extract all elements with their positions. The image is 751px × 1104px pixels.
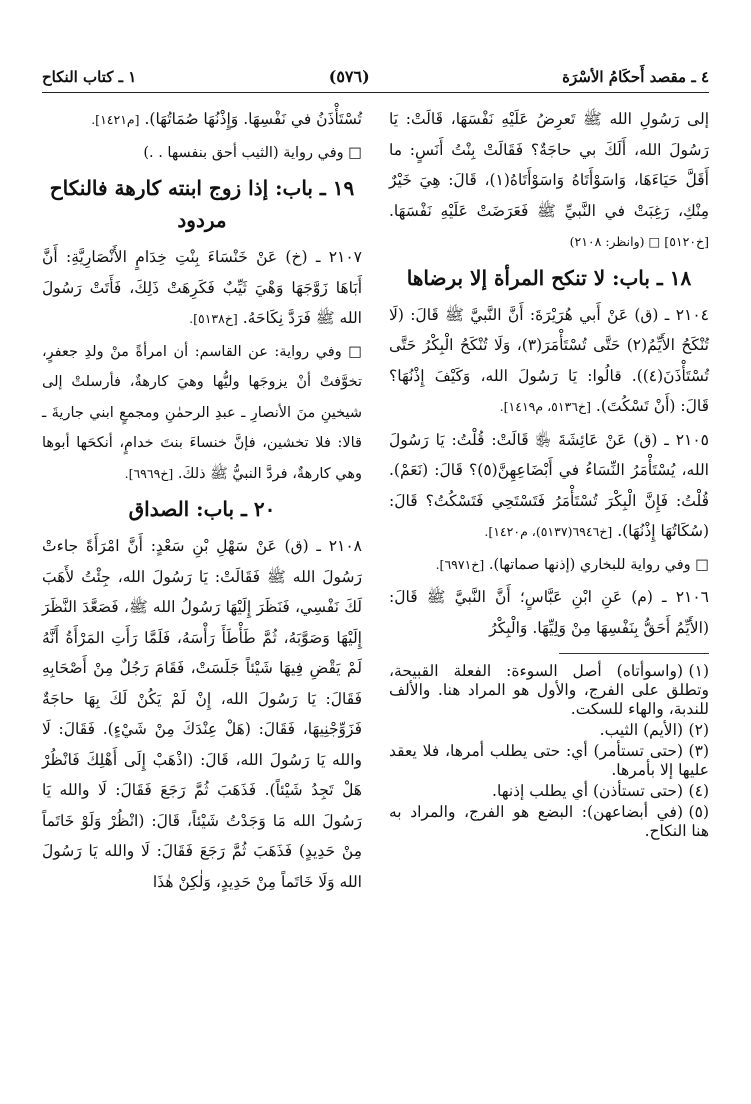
hadith-2107: ٢١٠٧ ـ (خ) عَنْ خَنْسَاءَ بِنْتِ خِدَامٍ الأَنْصَارِيَّةِ: أَنَّ أَبَاهَا زَوَّجَهَا وَهْيَ ثَيِّبٌ فَكَرِهَتْ ذَلِكَ، فَأَتَتْ رَسُولَ الله ﷺ فَرَدَّ نِكَاحَهُ. [خ٥١٣٨]. (42, 248, 362, 327)
footnote-3: (٣)(حتى تستأمر) أي: حتى يطلب أمرها، فلا يعقد عليها إلا بأمرها. (389, 742, 709, 779)
riwaya-thayyib: □ وفي رواية (الثيب أحق بنفسها . .) (143, 144, 362, 161)
reference: [خ٥١٢٠] □ (وانظر: ٢١٠٨) (569, 234, 709, 249)
riwaya-qasim: □ وفي رواية: عن القاسم: أن امرأةً منْ ولدِ جعفرٍ، تخوَّفتْ أنْ يزوجَها وليُّها وهيَ كارهةٌ، فأرسلتْ إلى شيخينِ منَ الأنصارِ ـ عبدِ الرحمٰنِ ومجمعٍ ابني جاريةَ ـ قالا: فلا تخشين، فإنَّ خنساءَ بنتَ خدامٍ، أنكحَها أبوها وهي كارهةٌ، فردَّ النبيُّ ﷺ ذلكَ. [خ٦٩٦٩]. (42, 343, 362, 482)
footnote-5: (٥)(في أبضاعهن): البضع هو الفرج، والمراد به هنا النكاح. (389, 803, 709, 840)
hadith-2104: ٢١٠٤ ـ (ق) عَنْ أَبي هُرَيْرَةَ: أَنَّ النَّبيَّ ﷺ قَالَ: (لَا تُنْكَحُ الأَيِّمُ(٢) حَتَّى تُسْتَأْمَرَ(٣)، وَلَا تُنْكَحُ الْبِكْرُ حَتَّى تُسْتَأْذَنَ(٤)). قالُوا: يَا رَسُولَ الله، وَكَيْفَ إِذْنُهَا؟ قَالَ: (أَنْ تَسْكُتَ). [خ٥١٣٦، م١٤١٩]. (389, 305, 709, 415)
hadith-2108: ٢١٠٨ ـ (ق) عَنْ سَهْلِ بْنِ سَعْدٍ: أَنَّ امْرَأَةً جاءتْ رَسُولَ الله ﷺ فَقَالَتْ: يَا رَسُولَ الله، جِئْتُ لأَهَبَ لَكَ نَفْسِي، فَنَظَرَ إِلَيْهَا رَسُولُ الله ﷺ، فَصَعَّدَ النَّظَرَ إِلَيْهَا وَصَوَّبَهُ، ثُمَّ طَأْطَأَ رَأْسَهُ، فَلَمَّا رَأَتِ المَرْأَةُ أَنَّهُ لَمْ يَقْضِ فِيهَا شَيْئاً جَلَسَتْ، فَقَامَ رَجُلٌ مِنْ أَصْحَابِهِ فَقَالَ: يَا رَسُولَ الله، إِنْ لَمْ يَكُنْ لَكَ بِهَا حاجَةٌ فَزَوِّجْنِيهَا، فَقَالَ: (هَلْ عِنْدَكَ مِنْ شَيْءٍ). فَقَالَ: لَا والله يَا رَسُولَ الله، قَالَ: (اذْهَبْ إِلَى أَهْلِكَ فَانْظُرْ هَلْ تَجِدُ شَيْئاً). فَذَهَبَ ثُمَّ رَجَعَ فَقَالَ: لَا والله يَا رَسُولَ الله مَا وَجَدْتُ شَيْئاً، قَالَ: (انْظُرْ وَلَوْ خَاتَماً مِنْ حَدِيدٍ) فَذَهَبَ ثُمَّ رَجَعَ فَقَالَ: لَا والله يَا رَسُولَ الله وَلَا خَاتَماً مِنْ حَدِيدٍ، وَلٰكِنْ هٰذَا (42, 537, 362, 891)
reference: [م١٤٢١]. (91, 112, 140, 127)
footnote-rule (559, 653, 709, 654)
chapter-20-heading: ٢٠ ـ باب: الصداق (128, 497, 276, 521)
footnote-4: (٤)(حتى تستأذن) أي يطلب إذنها. (492, 782, 709, 800)
footnote-2: (٢)(الأيم) الثيب. (599, 721, 709, 739)
running-header (42, 56, 709, 86)
hadith-2105: ٢١٠٥ ـ (ق) عَنْ عَائِشَةَ ﵂ قَالَتْ: قُلْتُ: يَا رَسُولَ الله، يُسْتَأْمَرُ النِّسَاءُ في أَبْضَاعِهِنَّ(٥)؟ قَالَ: (نَعَمْ). قُلْتُ: فَإِنَّ الْبِكْرَ تُسْتَأْمَرُ فَتَسْتَحِي فَتَسْكُتُ؟ قَالَ: (سُكَاتُهَا إِذْنُهَا). [خ٦٩٤٦(٥١٣٧)، م١٤٢٠]. (389, 430, 709, 540)
chapter-19-heading: ١٩ ـ باب: إذا زوج ابنته كارهة فالنكاح مردود (49, 176, 355, 232)
footnotes (389, 662, 709, 841)
hadith-2106: ٢١٠٦ ـ (م) عَنِ ابْنِ عَبَّاسٍ؛ أَنَّ النَّبيَّ ﷺ قَالَ: (الأَيِّمُ أَحَقُّ بِنَفْسِهَا مِنْ وَلِيِّهَا. وَالْبِكْرُ (389, 588, 709, 637)
reference: [خ٦٩٦٩]. (124, 465, 174, 481)
hadith-2106-continuation: تُسْتَأْذَنُ في نَفْسِهَا. وَإِذْنُهَا صُمَاتُهَا). [م١٤٢١]. (91, 110, 362, 128)
hadith-continuation: إلى رَسُولِ الله ﷺ تَعرِضُ عَلَيْهِ نَفْسَهَا، قَالَتْ: يَا رَسُولَ الله، أَلَكَ بي حاجَةٌ؟ فَقَالَتْ بِنْتُ أَنَسٍ: ما أَقَلَّ حَيَاءَهَا، وَاسَوْأَتَاهُ وَاسَوْأَتَاهُ(١)، قَالَ: هِيَ خَيْرٌ مِنْكِ، رَغِبَتْ في النَّبيِّ ﷺ فَعَرَضَتْ عَلَيْهِ نَفْسَهَا. [خ٥١٢٠] □ (وانظر: ٢١٠٨) (389, 110, 709, 249)
page-number: (٥٧٦) (328, 67, 370, 86)
reference: [خ٦٩٤٦(٥١٣٧)، م١٤٢٠]. (484, 524, 613, 539)
riwaya-bukhari: □ وفي رواية للبخاري (إذنها صماتها). [خ٦٩٧١]. (435, 556, 709, 573)
reference: [خ٥١٣٦، م١٤١٩]. (499, 399, 591, 414)
left-column (42, 104, 362, 899)
header-section-title: ٤ ـ مقصد أَحكَامُ الأسْرَة (562, 68, 709, 86)
reference: [خ٥١٣٨]. (189, 311, 238, 326)
header-rule (42, 92, 709, 93)
footnote-1: (١)(واسوأتاه) أصل السوءة: الفعلة القبيحة، وتطلق على الفرج، والأول هو المراد هنا. والألف للندبة، والهاء للسكت. (389, 662, 709, 718)
reference: [خ٦٩٧١]. (435, 556, 485, 572)
chapter-18-heading: ١٨ ـ باب: لا تنكح المرأة إلا برضاها (406, 265, 692, 290)
header-book-title: ١ ـ كتاب النكاح (42, 68, 137, 86)
right-column (389, 104, 709, 843)
